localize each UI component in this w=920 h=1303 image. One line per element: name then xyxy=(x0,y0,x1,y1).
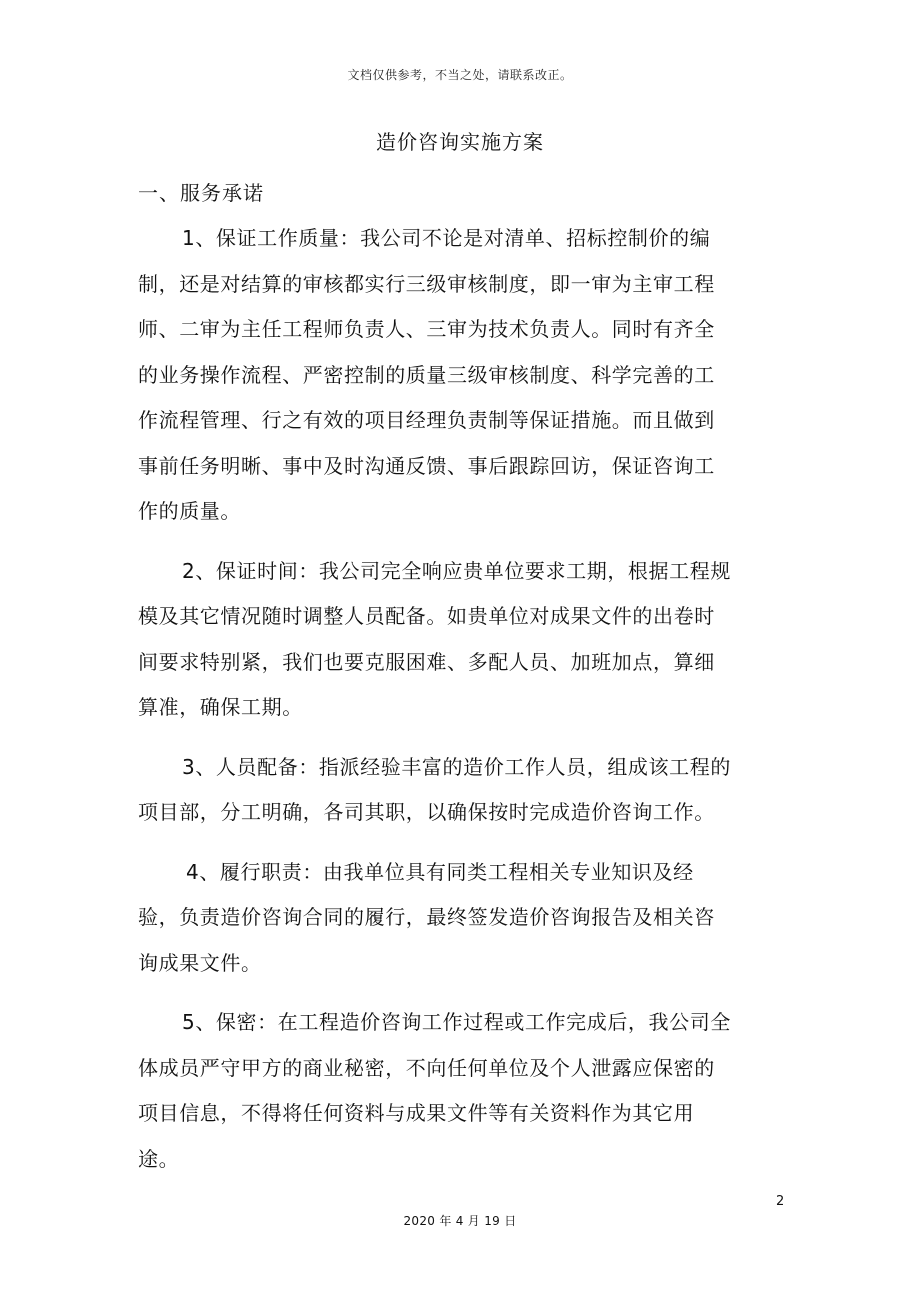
paragraph-line: 项目部，分工明确，各司其职，以确保按时完成造价咨询工作。 xyxy=(138,800,715,824)
document-body xyxy=(138,216,738,1196)
paragraph-line: 师、二审为主任工程师负责人、三审为技术负责人。同时有齐全 xyxy=(138,317,715,341)
paragraph-line: 模及其它情况随时调整人员配备。如贵单位对成果文件的出卷时 xyxy=(138,604,715,628)
paragraph-duties xyxy=(138,850,738,987)
paragraph-line: 验，负责造价咨询合同的履行，最终签发造价咨询报告及相关咨 xyxy=(138,905,715,929)
paragraph-line: 体成员严守甲方的商业秘密，不向任何单位及个人泄露应保密的 xyxy=(138,1055,715,1080)
paragraph-line: 算准，确保工期。 xyxy=(138,695,303,719)
page-number: 2 xyxy=(776,1194,785,1209)
paragraph-line: 的业务操作流程、严密控制的质量三级审核制度、科学完善的工 xyxy=(138,362,715,387)
document-title: 造价咨询实施方案 xyxy=(376,130,544,154)
paragraph-line: 事前任务明晰、事中及时沟通反馈、事后跟踪回访，保证咨询工 xyxy=(138,453,715,478)
paragraph-time xyxy=(138,549,738,731)
footer-date: 2020 年 4 月 19 日 xyxy=(403,1214,517,1228)
paragraph-line: 项目信息，不得将任何资料与成果文件等有关资料作为其它用 xyxy=(138,1101,695,1125)
paragraph-line: 3、人员配备：指派经验丰富的造价工作人员，组成该工程的 xyxy=(182,754,731,779)
paragraph-line: 作的质量。 xyxy=(138,499,241,523)
header-note: 文档仅供参考，不当之处，请联系改正。 xyxy=(347,68,573,82)
paragraph-line: 5、保密：在工程造价咨询工作过程或工作完成后，我公司全 xyxy=(182,1010,731,1034)
paragraph-confidentiality xyxy=(138,1000,738,1182)
paragraph-line: 2、保证时间：我公司完全响应贵单位要求工期，根据工程规 xyxy=(182,558,731,583)
paragraph-line: 4、履行职责：由我单位具有同类工程相关专业知识及经 xyxy=(186,859,694,884)
section-heading: 一、服务承诺 xyxy=(138,181,264,205)
paragraph-line: 途。 xyxy=(138,1146,180,1171)
paragraph-quality xyxy=(138,216,738,535)
paragraph-line: 作流程管理、行之有效的项目经理负责制等保证措施。而且做到 xyxy=(138,408,715,432)
paragraph-line: 制，还是对结算的审核都实行三级审核制度，即一审为主审工程 xyxy=(138,271,715,296)
paragraph-line: 询成果文件。 xyxy=(138,950,262,975)
paragraph-staffing xyxy=(138,745,738,836)
paragraph-line: 1、保证工作质量：我公司不论是对清单、招标控制价的编 xyxy=(182,226,711,250)
paragraph-line: 间要求特别紧，我们也要克服困难、多配人员、加班加点，算细 xyxy=(138,649,715,674)
